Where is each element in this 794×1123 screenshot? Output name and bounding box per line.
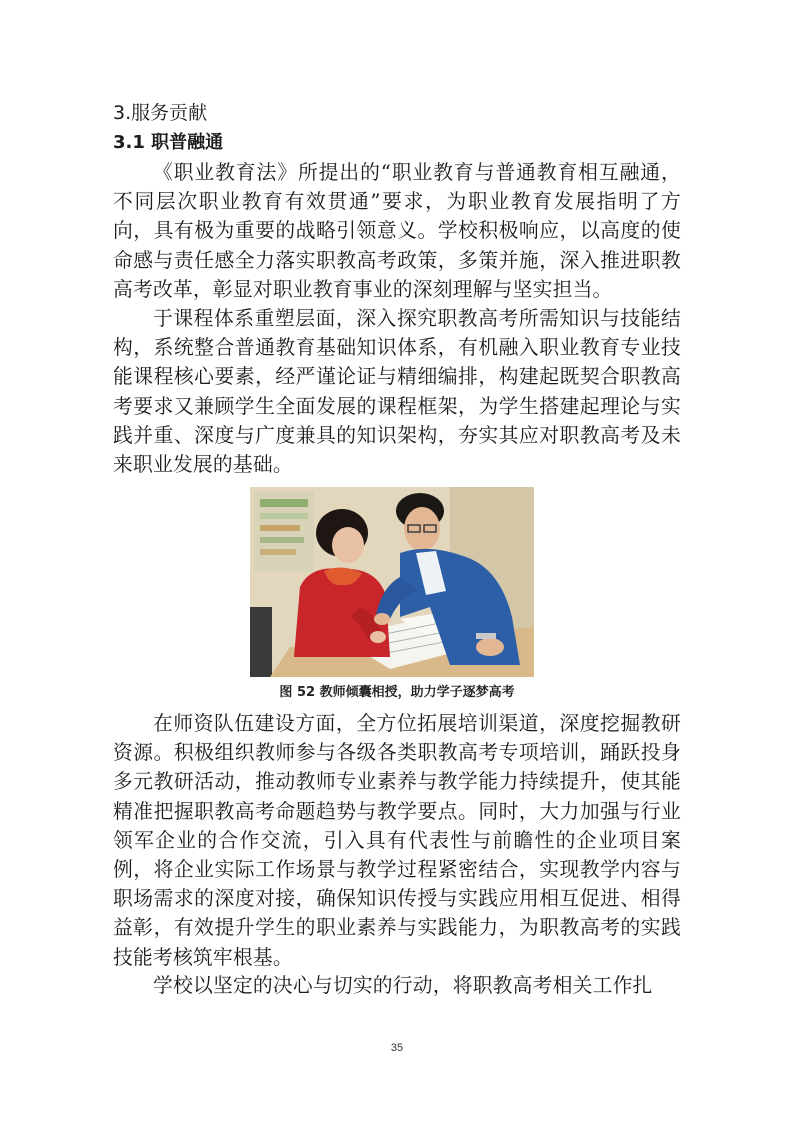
paragraph-2: 于课程体系重塑层面，深入探究职教高考所需知识与技能结构，系统整合普通教育基础知识体系，有机融入职业教育专业技能课程核心要素，经严谨论证与精细编排，构建起既契合职教高考要求又兼顾学生全面发展的课程框架，为学生搭建起理论与实践并重、深度与广度兼具的知识架构，夯实其应对职教高考及未来职业发展的基础。 bbox=[113, 307, 681, 477]
section-heading: 3.服务贡献 bbox=[113, 102, 208, 124]
paragraph-3: 在师资队伍建设方面，全方位拓展培训渠道，深度挖掘教研资源。积极组织教师参与各级各类职教高考专项培训，踊跃投身多元教研活动，推动教师专业素养与教学能力持续提升，使其能精准把握职教高考命题趋势与教学要点。同时，大力加强与行业领军企业的合作交流，引入具有代表性与前瞻性的企业项目案例，将企业实际工作场景与教学过程紧密结合，实现教学内容与职场需求的深度对接，确保知识传授与实践应用相互促进、相得益彰，有效提升学生的职业素养与实践能力，为职教高考的实践技能考核筑牢根基。 bbox=[113, 712, 681, 969]
paragraph-1: 《职业教育法》所提出的“职业教育与普通教育相互融通，不同层次职业教育有效贯通”要求，为职业教育发展指明了方向，具有极为重要的战略引领意义。学校积极响应，以高度的使命感与责任感全力落实职教高考政策，多策并施，深入推进职教高考改革，彰显对职业教育事业的深刻理解与坚实担当。 bbox=[113, 161, 681, 301]
figure-caption: 图 52 教师倾囊相授，助力学子逐梦高考 bbox=[279, 685, 515, 700]
subsection-heading: 3.1 职普融通 bbox=[113, 132, 224, 153]
paragraph-4: 学校以坚定的决心与切实的行动，将职教高考相关工作扎 bbox=[153, 974, 653, 997]
figure-photo bbox=[250, 487, 534, 677]
page-number: 35 bbox=[390, 1042, 404, 1054]
